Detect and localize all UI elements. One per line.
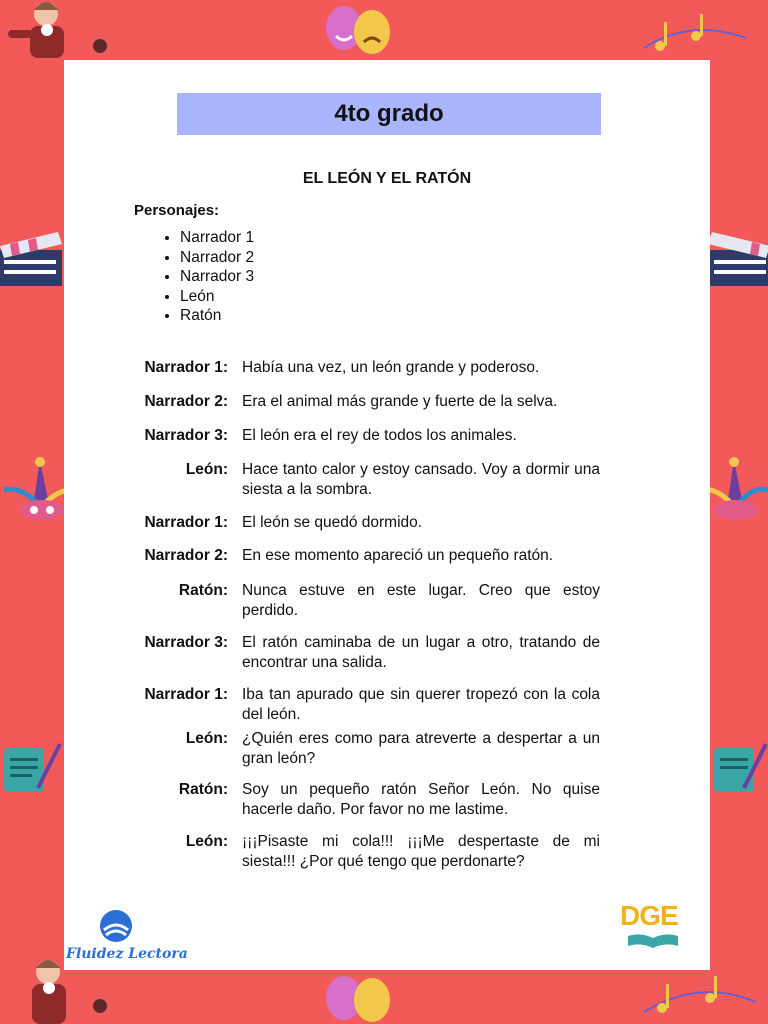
speaker-label: Narrador 2: — [144, 547, 228, 564]
list-item: • Narrador 1 — [180, 228, 254, 248]
speaker-label: Ratón: — [178, 582, 228, 599]
grade-banner: 4to grado — [177, 93, 601, 135]
dialogue-line: En ese momento apareció un pequeño ratón. — [242, 547, 554, 564]
clapperboard-right-icon — [706, 226, 768, 290]
dialogue-line: ¡¡¡Pisaste mi cola!!! ¡¡¡Me despertaste de mi siesta!!! ¿Por qué tengo que perdonarte? — [242, 833, 600, 870]
dialogue-line: El ratón caminaba de un lugar a otro, tratando de encontrar una salida. — [242, 634, 600, 671]
dialogue-line: Nunca estuve en este lugar. Creo que estoy perdido. — [242, 582, 600, 619]
speaker-label: Narrador 1: — [144, 514, 228, 531]
speaker-label: Narrador 1: — [144, 686, 228, 703]
speaker-label: León: — [185, 730, 228, 747]
speaker-label: Narrador 2: — [144, 393, 228, 410]
dialogue-line: ¿Quién eres como para atreverte a despertar a un gran león? — [242, 730, 600, 767]
list-item: • Narrador 2 — [180, 248, 254, 268]
dialogue-line: Hace tanto calor y estoy cansado. Voy a dormir una siesta a la sombra. — [242, 461, 600, 498]
list-item: • Narrador 3 — [180, 267, 254, 287]
dialogue-line: El león era el rey de todos los animales. — [242, 427, 517, 444]
characters-list — [160, 228, 254, 326]
script-quill-right-icon — [708, 740, 768, 802]
dialogue-line: Era el animal más grande y fuerte de la selva. — [242, 393, 558, 410]
actor-illustration-top-left — [8, 0, 108, 62]
theater-masks-top-icon — [318, 2, 400, 58]
list-item: • Ratón — [180, 306, 254, 326]
characters-heading: Personajes: — [134, 202, 220, 219]
speaker-label: Narrador 3: — [144, 427, 228, 444]
dge-logo — [620, 900, 700, 952]
speaker-label: Narrador 1: — [144, 359, 228, 376]
open-book-icon — [626, 932, 680, 948]
dialogue-line: Iba tan apurado que sin querer tropezó con la cola del león. — [242, 686, 600, 723]
fluidez-lectora-text: Fluidez Lectora — [66, 946, 188, 962]
speaker-label: León: — [185, 461, 228, 478]
fluidez-lectora-logo — [66, 906, 188, 966]
book-globe-icon — [96, 908, 136, 944]
list-item: • León — [180, 287, 254, 307]
speaker-label: León: — [185, 833, 228, 850]
speaker-label: Ratón: — [178, 781, 228, 798]
play-title: EL LEÓN Y EL RATÓN — [302, 170, 472, 187]
clapperboard-left-icon — [0, 226, 64, 290]
dge-text: DGE — [620, 900, 678, 931]
dialogue-line: Había una vez, un león grande y poderoso. — [242, 359, 540, 376]
speaker-label: Narrador 3: — [144, 634, 228, 651]
music-notes-bottom-right-icon — [640, 968, 760, 1024]
music-notes-top-right-icon — [640, 8, 750, 60]
dialogue-line: Soy un pequeño ratón Señor León. No quise hacerle daño. Por favor no me lastime. — [242, 781, 600, 818]
dialogue-line: El león se quedó dormido. — [242, 514, 423, 531]
theater-masks-bottom-icon — [318, 970, 400, 1024]
script-quill-left-icon — [0, 740, 64, 802]
worksheet-card — [64, 60, 710, 970]
